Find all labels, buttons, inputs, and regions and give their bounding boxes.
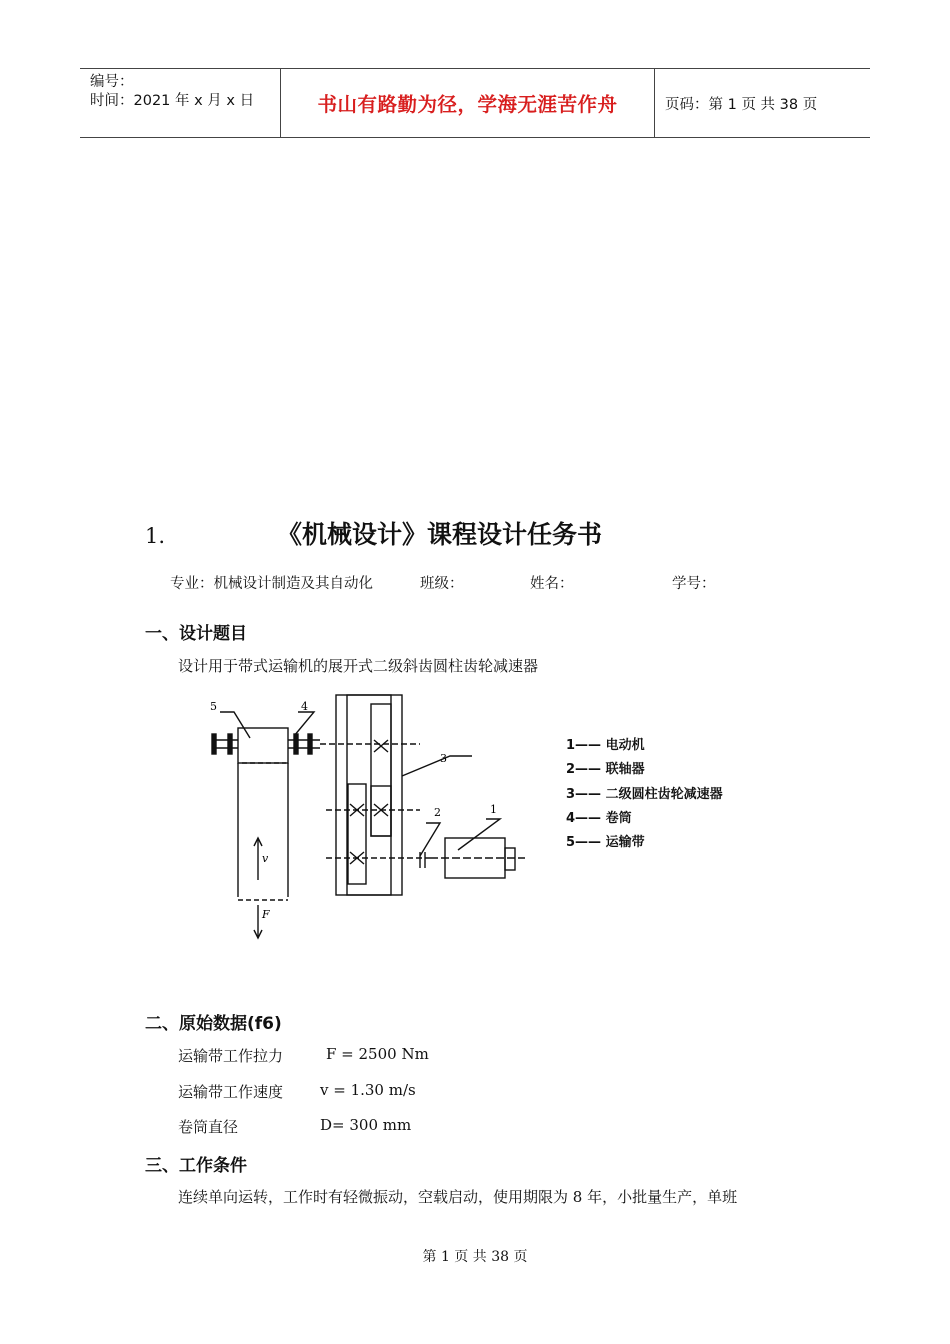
data-label: 卷筒直径 <box>178 1118 239 1136</box>
force-label: F <box>262 908 270 921</box>
drum-shape <box>238 728 288 763</box>
section-design-topic-heading: 一、设计题目 <box>145 624 247 644</box>
gear-large-1 <box>371 704 391 836</box>
gear-large-2 <box>348 784 366 884</box>
name-field: 姓名： <box>530 576 574 592</box>
legend-item: 5—— 运输带 <box>566 835 645 851</box>
label-2: 2 <box>434 806 441 819</box>
data-value: v = 1.30 m/s <box>320 1081 416 1099</box>
diagram-legend <box>566 734 723 855</box>
data-row-diameter <box>178 1116 412 1137</box>
data-row-force <box>178 1045 429 1066</box>
title-number: 1. <box>145 524 166 548</box>
label-4: 4 <box>301 700 308 713</box>
label-3: 3 <box>440 752 447 765</box>
header-info-cell <box>80 69 281 137</box>
number-label: 编号： <box>90 74 134 90</box>
class-field: 班级： <box>420 576 464 592</box>
data-value: F = 2500 Nm <box>326 1045 429 1063</box>
data-value: D= 300 mm <box>320 1116 412 1134</box>
title-text: 《机械设计》课程设计任务书 <box>277 520 603 549</box>
data-label: 运输带工作速度 <box>178 1083 284 1101</box>
section-original-data-heading: 二、原始数据(f6) <box>145 1014 282 1034</box>
page-header <box>80 68 870 138</box>
legend-item: 1—— 电动机 <box>566 738 645 753</box>
velocity-label: v <box>262 852 269 865</box>
page-footer: 第 1 页 共 38 页 <box>422 1249 528 1265</box>
design-topic-text: 设计用于带式运输机的展开式二级斜齿圆柱齿轮减速器 <box>178 657 539 675</box>
data-label: 运输带工作拉力 <box>178 1047 284 1065</box>
document-title <box>145 515 845 551</box>
legend-item: 3—— 二级圆柱齿轮减速器 <box>566 786 723 802</box>
major-field: 专业：机械设计制造及其自动化 <box>170 576 373 592</box>
transmission-diagram <box>190 690 530 945</box>
student-id-field: 学号： <box>672 576 716 592</box>
working-conditions-text: 连续单向运转，工作时有轻微振动，空载启动，使用期限为 8 年，小批量生产，单班 <box>178 1188 738 1206</box>
data-row-speed <box>178 1081 416 1102</box>
label-5: 5 <box>210 700 217 713</box>
time-label: 时间：2021 年 x 月 x 日 <box>90 93 255 109</box>
legend-item: 4—— 卷筒 <box>566 810 632 826</box>
page-info: 页码：第 1 页 共 38 页 <box>665 96 818 113</box>
section-working-conditions-heading: 三、工作条件 <box>145 1156 247 1176</box>
motto: 书山有路勤为径，学海无涯苦作舟 <box>281 69 655 137</box>
reducer-housing <box>336 695 402 895</box>
label-1: 1 <box>490 803 497 816</box>
legend-item: 2—— 联轴器 <box>566 762 645 778</box>
